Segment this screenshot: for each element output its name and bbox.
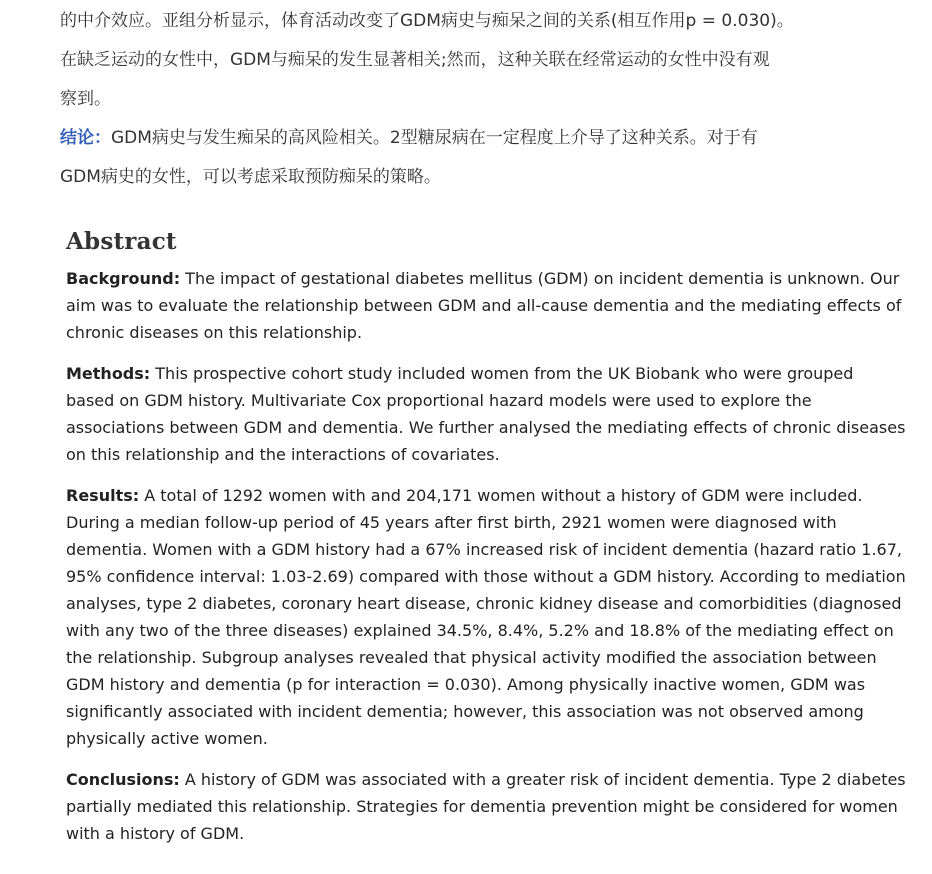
chinese-conclusion-line-2: GDM病史的女性，可以考虑采取预防痴呆的策略。 [60,167,441,187]
conclusions-paragraph [66,766,906,847]
chinese-conclusion-label: 结论： [60,128,111,148]
results-paragraph [66,482,906,752]
results-label: Results: [66,486,140,505]
results-text: A total of 1292 women with and 204,171 women without a history of GDM were included. During a median follow-up period of 45 years after first birth, 2921 women were diagnosed with dementia. Women with a GDM history had a 67% increased risk of incident dementia (hazard ratio 1.67, 95% confidence interval: 1.03-2.69) compared with those without a GDM history. According to mediation analyses, type 2 diabetes, coronary heart disease, chronic kidney disease and comorbidities (diagnosed with any two of the three diseases) explained 34.5%, 8.4%, 5.2% and 18.8% of the mediating effect on the relationship. Subgroup analyses revealed that physical activity modified the association between GDM history and dementia (p for interaction = 0.030). Among physically inactive women, GDM was significantly associated with incident dementia; however, this association was not observed among physically active women. [66,486,906,748]
background-label: Background: [66,269,181,288]
chinese-conclusion-paragraph [60,119,900,197]
abstract-title: Abstract [66,228,177,255]
conclusions-label: Conclusions: [66,770,180,789]
conclusions-text: A history of GDM was associated with a greater risk of incident dementia. Type 2 diabetes partially mediated this relationship. Strategies for dementia prevention might be considered for women with a history of GDM. [66,770,906,843]
background-paragraph [66,265,906,346]
chinese-results-paragraph [60,2,900,119]
methods-text: This prospective cohort study included women from the UK Biobank who were grouped based on GDM history. Multivariate Cox proportional hazard models were used to explore the associations between GDM and dementia. We further analysed the mediating effects of chronic diseases on this relationship and the interactions of covariates. [66,364,906,464]
chinese-summary [60,2,900,197]
chinese-results-line-1: 的中介效应。亚组分析显示，体育活动改变了GDM病史与痴呆之间的关系(相互作用p = 0.030)。 [60,11,794,31]
chinese-conclusion-line-1: GDM病史与发生痴呆的高风险相关。2型糖尿病在一定程度上介导了这种关系。对于有 [111,128,758,148]
background-text: The impact of gestational diabetes mellitus (GDM) on incident dementia is unknown. Our aim was to evaluate the relationship between GDM and all-cause dementia and the mediating effects of chronic diseases on this relationship. [66,269,902,342]
chinese-results-line-2: 在缺乏运动的女性中，GDM与痴呆的发生显著相关;然而，这种关联在经常运动的女性中没有观 [60,50,770,70]
english-abstract [66,228,906,861]
methods-paragraph [66,360,906,468]
methods-label: Methods: [66,364,151,383]
chinese-results-line-3: 察到。 [60,89,111,109]
